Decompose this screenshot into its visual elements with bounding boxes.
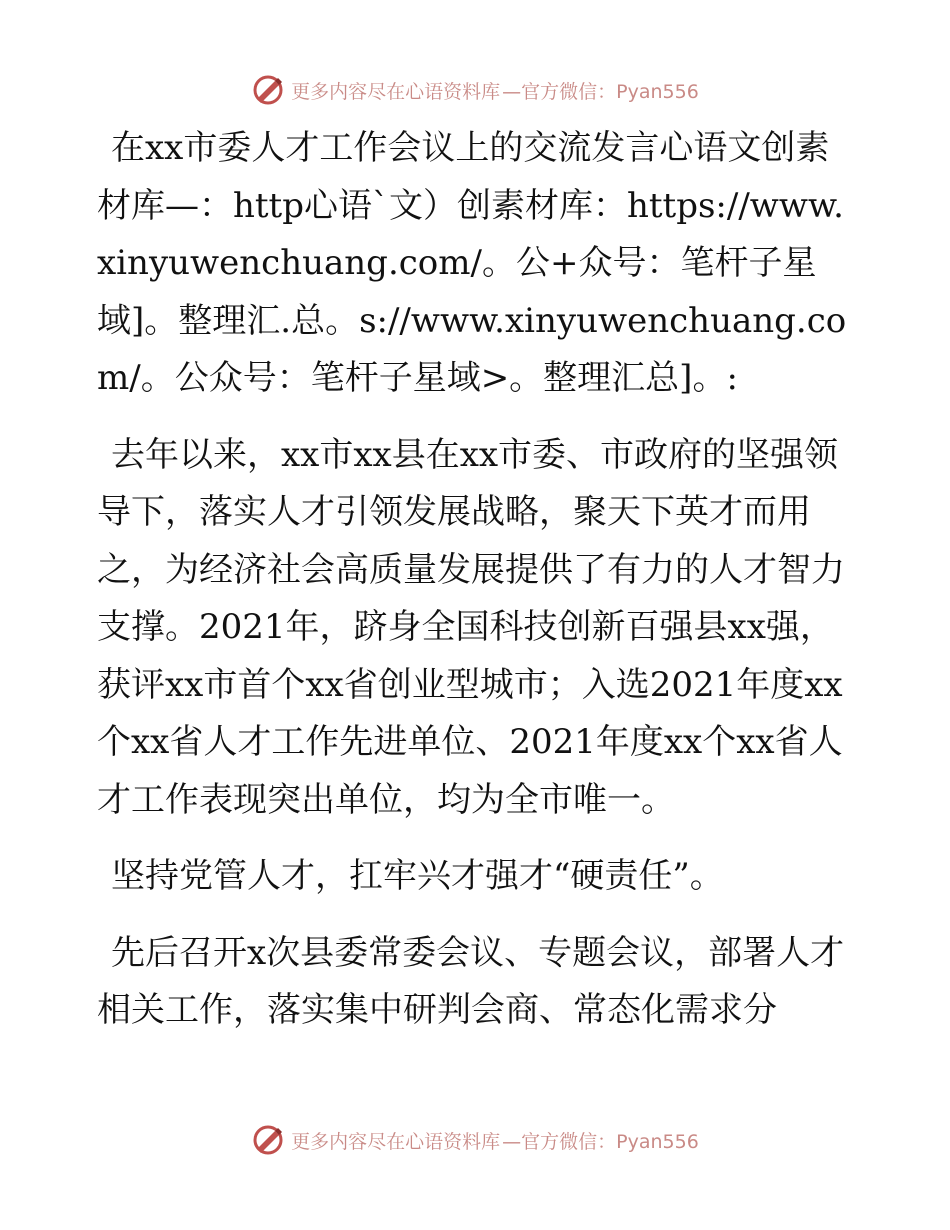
- body-paragraph: 坚持党管人才，扛牢兴才强才“硬责任”。: [111, 856, 724, 896]
- watermark-contact-text: —官方微信：Pyan556: [502, 1130, 699, 1153]
- pen-logo-icon: [251, 1123, 285, 1157]
- body-paragraph: 先后召开x次县委常委会议、专题会议，部署人才相关工作，落实集中研判会商、常态化需求分: [97, 932, 845, 1030]
- footer-watermark: [0, 1120, 950, 1160]
- watermark-brand-text: 更多内容尽在心语资料库: [291, 80, 501, 103]
- pen-logo-icon: [251, 73, 285, 107]
- title-paragraph: 在xx市委人才工作会议上的交流发言心语文创素材库—：http心语`文）创素材库：https://www.xinyuwenchuang.com/。公+众号：笔杆子星域]。整理汇.总。s://www.xinyuwenchuang.com/。公众号：笔杆子星域>。整理汇总]。:: [97, 128, 847, 398]
- watermark-contact-text: —官方微信：Pyan556: [502, 80, 699, 103]
- document-body: [97, 120, 857, 1040]
- watermark-brand-text: 更多内容尽在心语资料库: [291, 1130, 501, 1153]
- body-paragraph: 去年以来，xx市xx县在xx市委、市政府的坚强领导下，落实人才引领发展战略，聚天下英才而用之，为经济社会高质量发展提供了有力的人才智力支撑。2021年，跻身全国科技创新百强县xx强，获评xx市首个xx省创业型城市；入选2021年度xx个xx省人才工作先进单位、2021年度xx个xx省人才工作表现突出单位，均为全市唯一。: [97, 434, 845, 820]
- header-watermark: [0, 70, 950, 110]
